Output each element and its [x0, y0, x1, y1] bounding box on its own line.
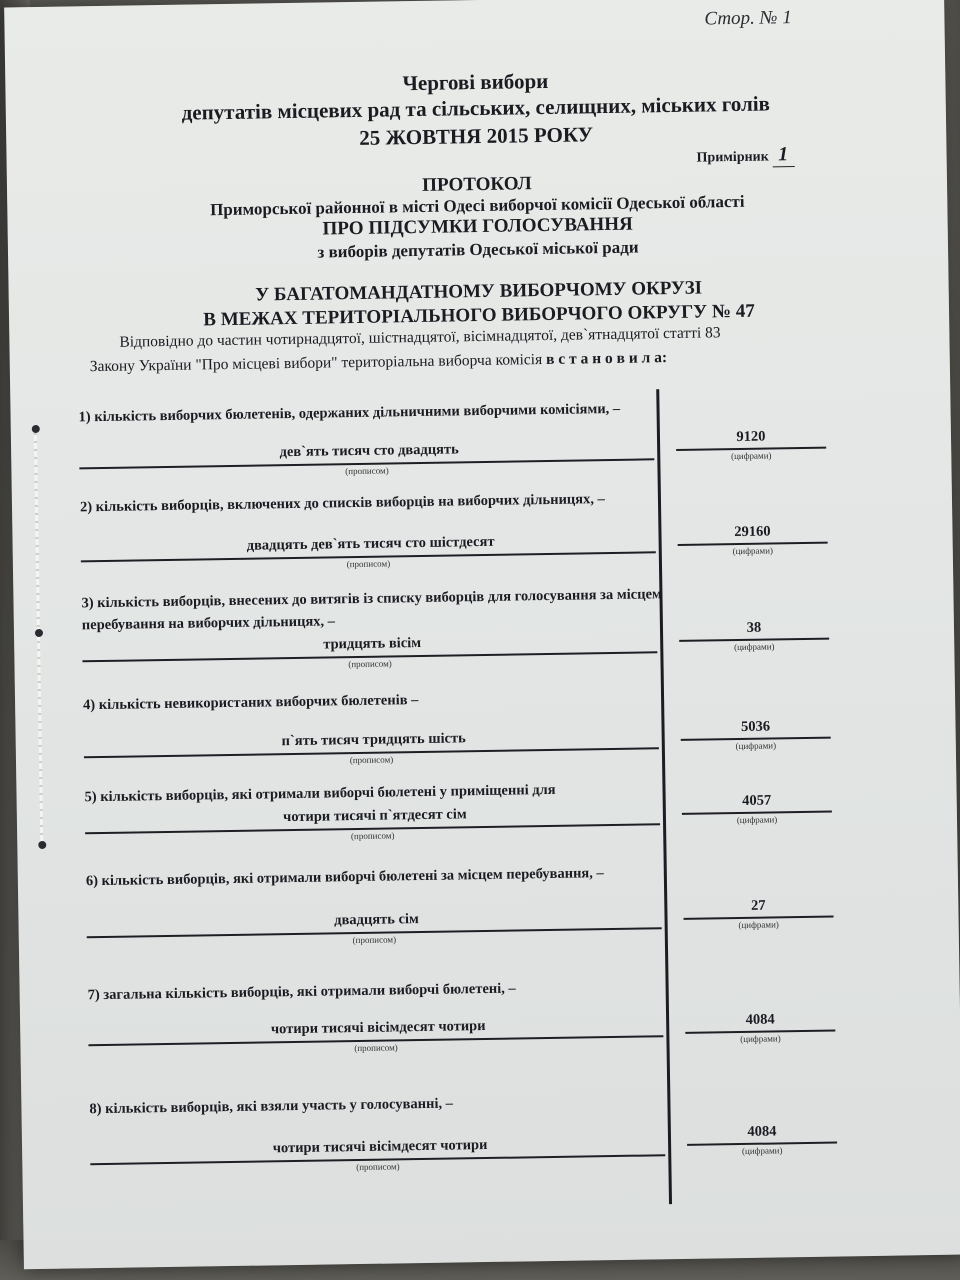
- copy-label: Примірник: [696, 149, 769, 166]
- item-7-digits-caption: (цифрами): [740, 1033, 781, 1045]
- item-8-digits: 4084: [747, 1123, 777, 1140]
- item-4-words-caption: (прописом): [349, 754, 394, 766]
- item-5-words: чотири тисячі п`ятдесят сім: [282, 806, 467, 826]
- item-6-digits-caption: (цифрами): [738, 919, 779, 931]
- district-line-1: У БАГАТОМАНДАТНОМУ ВИБОРЧОМУ ОКРУЗІ: [255, 277, 703, 306]
- intro-line-1: Відповідно до частин чотирнадцятої, шістнадцятої, вісімнадцятої, дев`ятнадцятої статті 83: [119, 324, 721, 351]
- item-7-words-caption: (прописом): [354, 1042, 398, 1054]
- commission-name: Приморської районної в місті Одесі виборчої комісії Одеської області: [209, 191, 745, 220]
- item-3-words: тридцять вісім: [323, 634, 422, 653]
- item-7-digits: 4084: [745, 1011, 775, 1028]
- item-6-text: 6) кількість виборців, які отримали виборчі бюлетені за місцем перебування, –: [85, 865, 604, 890]
- item-1-text: 1) кількість виборчих бюлетенів, одержаних дільничними виборчими комісіями, –: [78, 400, 621, 426]
- intro-established: в с т а н о в и л а:: [545, 349, 668, 368]
- item-2-digits: 29160: [734, 523, 771, 541]
- item-6-digits: 27: [750, 897, 766, 914]
- item-6-words: двадцять сім: [334, 911, 420, 929]
- item-2-digits-caption: (цифрами): [732, 545, 774, 557]
- copy-value: 1: [772, 143, 794, 167]
- item-1-digits: 9120: [736, 428, 766, 446]
- item-4-digits: 5036: [740, 718, 771, 735]
- item-5-digits-caption: (цифрами): [736, 814, 778, 826]
- item-4-text: 4) кількість невикористаних виборчих бюлетенів –: [82, 692, 419, 714]
- item-6-words-caption: (прописом): [352, 934, 397, 946]
- item-8-text: 8) кількість виборців, які взяли участь у голосуванні, –: [89, 1095, 454, 1118]
- intro-line-2: [90, 349, 668, 376]
- item-2-words: двадцять дев`ять тисяч сто шістдесят: [246, 533, 495, 554]
- copy-number: [696, 143, 794, 169]
- election-body: з виборів депутатів Одеської міської ради: [317, 237, 639, 262]
- binding-hole-top: [32, 425, 40, 433]
- item-5-text: 5) кількість виборців, які отримали виборчі бюлетені у приміщенні для: [84, 781, 556, 806]
- item-8-words: чотири тисячі вісімдесят чотири: [272, 1137, 488, 1157]
- item-8-words-caption: (прописом): [356, 1161, 400, 1173]
- item-7-words: чотири тисячі вісімдесят чотири: [270, 1018, 486, 1038]
- item-8-digits-caption: (цифрами): [741, 1145, 783, 1157]
- item-7-text: 7) загальна кількість виборців, які отримали виборчі бюлетені, –: [87, 980, 516, 1004]
- election-date: 25 ЖОВТНЯ 2015 РОКУ: [359, 122, 594, 150]
- item-3-text: 3) кількість виборців, внесених до витягів із списку виборців для голосування за місцем перебування на виборчих дільницях, –: [81, 586, 662, 634]
- district-line-2: В МЕЖАХ ТЕРИТОРІАЛЬНОГО ВИБОРЧОГО ОКРУГУ № 47: [203, 300, 755, 331]
- election-title: Чергові вибори: [402, 68, 549, 96]
- item-3-words-caption: (прописом): [348, 658, 392, 670]
- protocol-title: ПРОТОКОЛ: [422, 173, 532, 196]
- protocol-sheet: [4, 0, 960, 1269]
- item-3-digits-caption: (цифрами): [733, 641, 775, 653]
- intro-law: Закону України "Про місцеві вибори" територіальна виборча комісія: [89, 351, 543, 376]
- item-5-digits: 4057: [742, 792, 772, 809]
- binding-hole-bottom: [38, 841, 46, 849]
- protocol-subject: ПРО ПІДСУМКИ ГОЛОСУВАННЯ: [322, 213, 633, 240]
- item-2-words-caption: (прописом): [346, 558, 391, 570]
- item-1-words: дев`ять тисяч сто двадцять: [279, 441, 459, 461]
- item-1-digits-caption: (цифрами): [730, 450, 772, 462]
- page-number: Стор. № 1: [704, 7, 792, 30]
- item-1-words-caption: (прописом): [345, 465, 389, 477]
- item-4-digits-caption: (цифрами): [735, 740, 777, 752]
- election-subtitle: депутатів місцевих рад та сільських, селищних, міських голів: [181, 91, 771, 125]
- item-3-digits: 38: [746, 619, 762, 636]
- item-2-text: 2) кількість виборців, включених до списків виборців на виборчих дільницях, –: [79, 491, 605, 516]
- item-4-words: п`ять тисяч тридцять шість: [281, 730, 466, 750]
- binding-hole-middle: [35, 629, 43, 637]
- item-5-words-caption: (прописом): [350, 830, 395, 842]
